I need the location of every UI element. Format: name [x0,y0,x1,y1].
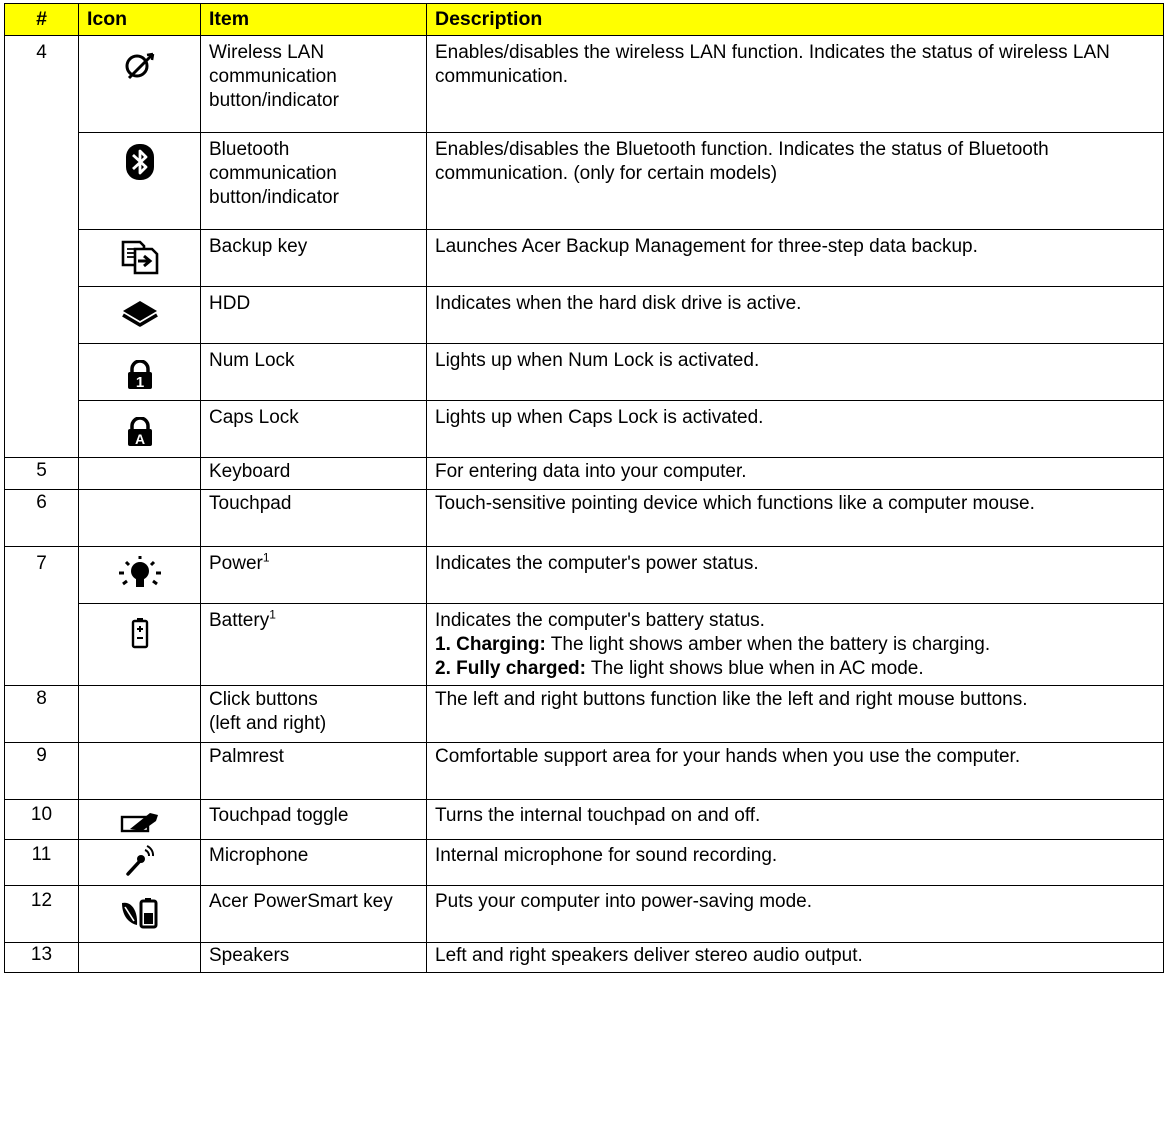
row-number: 10 [5,800,79,840]
row-number: 8 [5,686,79,743]
description-item-text: The light shows blue when in AC mode. [585,658,924,679]
description-item-label: 2. Fully charged: [435,658,586,679]
icon-cell [79,840,201,886]
item-cell: Touchpad [201,490,427,547]
item-cell [201,547,427,604]
icon-cell [79,133,201,230]
icon-cell [79,800,201,840]
row-number: 13 [5,943,79,973]
table-row [5,344,1164,401]
table-row [5,36,1164,133]
item-cell: Keyboard [201,458,427,490]
table-row [5,886,1164,943]
description-cell: Turns the internal touchpad on and off. [427,800,1164,840]
row-number: 4 [5,36,79,458]
backup-icon [110,236,170,278]
caps-lock-icon [110,411,170,453]
item-cell: Palmrest [201,743,427,800]
table-row [5,287,1164,344]
icon-cell [79,943,201,973]
icon-cell [79,686,201,743]
touchpad-toggle-icon [110,806,170,836]
spec-table [4,3,1164,973]
icon-cell [79,36,201,133]
icon-cell [79,547,201,604]
description-cell: Enables/disables the Bluetooth function. Indicates the status of Bluetooth communication. (only for certain models) [427,133,1164,230]
description-text: Indicates the computer's battery status. [435,610,765,631]
description-item [435,633,1157,657]
table-row [5,490,1164,547]
icon-cell [79,401,201,458]
item-label: Power [209,553,263,574]
item-cell: Caps Lock [201,401,427,458]
row-number: 5 [5,458,79,490]
icon-cell [79,490,201,547]
item-cell [201,604,427,686]
powersmart-icon [110,892,170,934]
icon-cell [79,458,201,490]
svg-text:1: 1 [135,374,144,390]
header-item: Item [201,4,427,36]
item-cell: Microphone [201,840,427,886]
bluetooth-icon [110,141,170,183]
description-cell: Lights up when Caps Lock is activated. [427,401,1164,458]
table-row [5,604,1164,686]
row-number: 6 [5,490,79,547]
table-row [5,230,1164,287]
item-label: Battery [209,610,270,631]
table-row [5,800,1164,840]
header-row [5,4,1164,36]
table-row [5,547,1164,604]
item-cell: Touchpad toggle [201,800,427,840]
table-row [5,743,1164,800]
icon-cell [79,287,201,344]
num-lock-icon [110,354,170,396]
description-cell: Left and right speakers deliver stereo audio output. [427,943,1164,973]
table-row [5,686,1164,743]
description-item-text: The light shows amber when the battery is charging. [545,634,991,655]
icon-cell [79,230,201,287]
footnote-marker: 1 [262,550,270,565]
description-cell: Lights up when Num Lock is activated. [427,344,1164,401]
description-cell: The left and right buttons function like the left and right mouse buttons. [427,686,1164,743]
item-cell: Speakers [201,943,427,973]
header-icon: Icon [79,4,201,36]
description-cell: Indicates when the hard disk drive is active. [427,287,1164,344]
description-cell [427,604,1164,686]
item-line: (left and right) [209,713,327,734]
item-line: Click buttons [209,689,318,710]
icon-cell [79,604,201,686]
table-row [5,840,1164,886]
row-number: 12 [5,886,79,943]
power-icon [110,553,170,595]
description-cell: For entering data into your computer. [427,458,1164,490]
icon-cell [79,886,201,943]
description-cell: Enables/disables the wireless LAN function. Indicates the status of wireless LAN communication. [427,36,1164,133]
description-cell: Internal microphone for sound recording. [427,840,1164,886]
wireless-icon [110,44,170,86]
footnote-marker: 1 [269,607,276,622]
svg-text:A: A [134,431,145,447]
item-cell: HDD [201,287,427,344]
item-cell [201,686,427,743]
microphone-icon [110,844,170,878]
description-item-label: 1. Charging: [435,634,546,655]
icon-cell [79,344,201,401]
header-num: # [5,4,79,36]
table-row [5,943,1164,973]
header-description: Description [427,4,1164,36]
item-cell: Bluetooth communication button/indicator [201,133,427,230]
description-cell: Comfortable support area for your hands when you use the computer. [427,743,1164,800]
row-number: 11 [5,840,79,886]
description-cell: Indicates the computer's power status. [427,547,1164,604]
description-cell: Launches Acer Backup Management for three-step data backup. [427,230,1164,287]
description-cell: Touch-sensitive pointing device which functions like a computer mouse. [427,490,1164,547]
battery-icon [110,612,170,654]
item-cell: Wireless LAN communication button/indicator [201,36,427,133]
item-cell: Num Lock [201,344,427,401]
description-cell: Puts your computer into power-saving mode. [427,886,1164,943]
description-item [435,657,1157,681]
item-cell: Backup key [201,230,427,287]
table-row [5,458,1164,490]
table-row [5,133,1164,230]
table-row [5,401,1164,458]
hdd-icon [110,293,170,335]
item-cell: Acer PowerSmart key [201,886,427,943]
row-number: 7 [5,547,79,686]
row-number: 9 [5,743,79,800]
icon-cell [79,743,201,800]
